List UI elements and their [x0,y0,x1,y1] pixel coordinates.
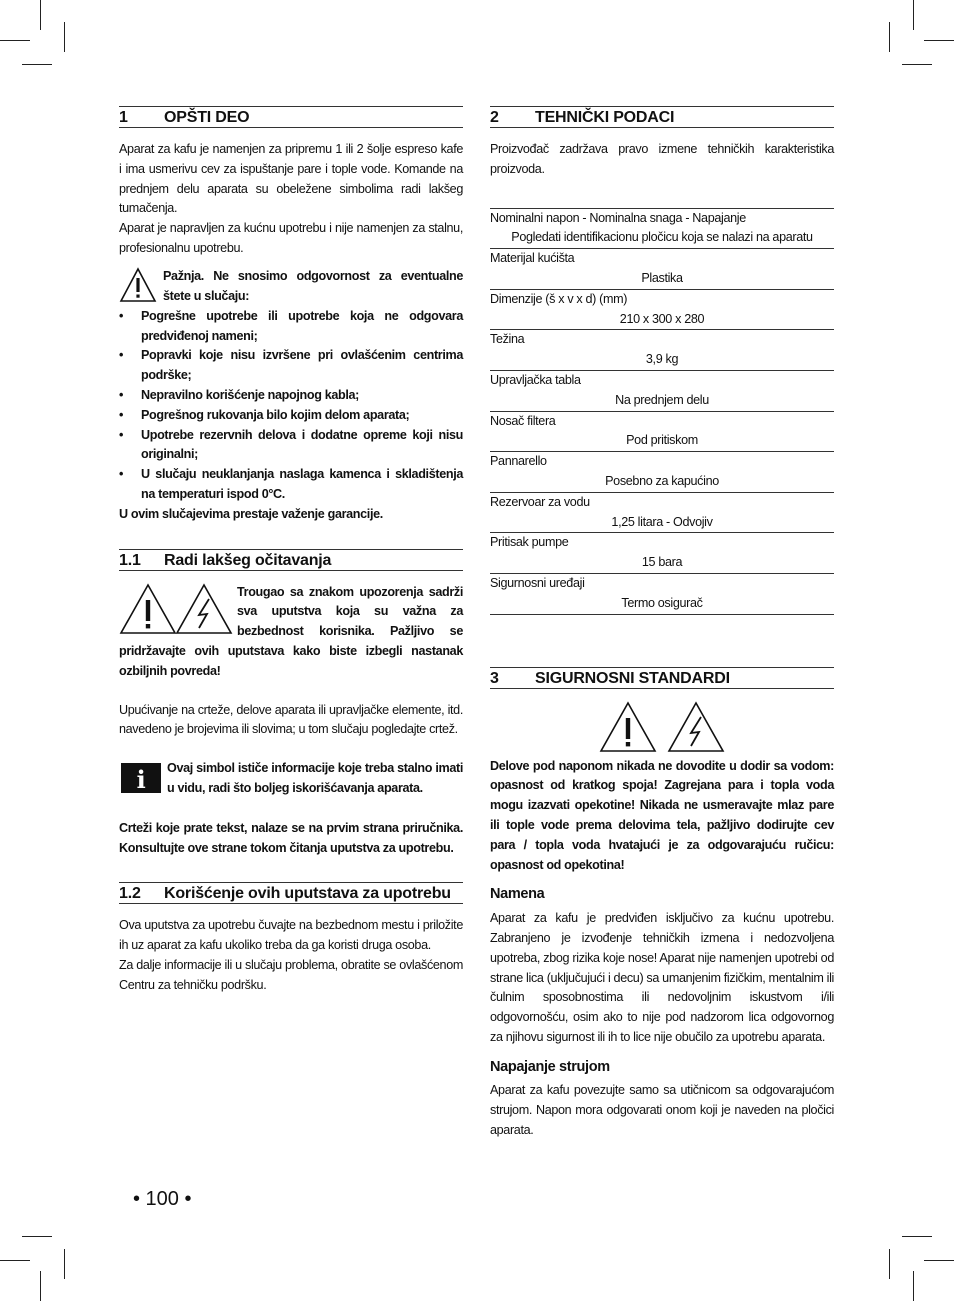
section-number: 3 [490,669,499,687]
crop-mark [889,1249,890,1279]
spec-value: 15 bara [641,555,683,570]
section-title: Radi lakšeg očitavanja [164,551,332,569]
crop-mark [64,1249,65,1279]
section-1-intro-2: Aparat je napravljen za kućnu upotrebu i nije namenjen za stalnu, profesionalnu upotrebu. [119,221,463,255]
table-row [490,452,834,493]
spec-label: Materijal kućišta [490,251,575,266]
crop-mark [889,22,890,52]
section-1-heading [119,106,463,128]
reference-text: Upućivanje na crteže, delove aparata ili upravljačke elemente, itd. navedeno je brojevima ili slovima; u tom slučaju pogledajte crtež. [119,702,463,737]
list-item: • Pogrešnog rukovanja bilo kojim delom aparata; [119,406,463,426]
spec-label: Sigurnosni uređaji [490,575,585,590]
table-row [490,533,834,574]
spec-label: Nominalni napon - Nominalna snaga - Napajanje [490,210,746,225]
section-3-heading [490,667,834,689]
warning-triangle-icon [599,701,657,753]
spec-value: Termo osigurač [621,595,703,610]
list-item: • Nepravilno korišćenje napojnog kabla; [119,386,463,406]
table-row [490,330,834,371]
section-number: 2 [490,109,499,126]
section-1-2-heading [119,882,463,904]
section-2-intro: Proizvođač zadržava pravo izmene tehničkih karakteristika proizvoda. [490,142,834,176]
section-1-1-heading [119,549,463,571]
crop-mark [40,1271,41,1301]
warning-list [119,307,463,505]
spec-label: Pritisak pumpe [490,535,569,550]
danger-text: Delove pod naponom nikada ne dovodite u dodir sa vodom: opasnost od kratkog spoja! Zagrejana para i topla voda mogu izazvati opekotine! Nikada ne usmeravajte mlaz pare ili tople vode prema delovima tela, pažljivo dodirujte cev para / topla voda hvatajući je za odgovarajuću ručicu: opasnost od opekotina! [490,758,834,872]
info-explanation [119,759,463,799]
crop-mark [924,40,954,41]
triangle-explanation [119,583,463,682]
crop-mark [902,64,932,65]
section-title: Korišćenje ovih uputstava za upotrebu [164,885,451,903]
crop-mark [924,1260,954,1261]
spec-value: Na prednjem delu [615,392,709,407]
list-item: • Pogrešne upotrebe ili upotrebe koja ne odgovara predviđenoj nameni; [119,307,463,347]
spec-value: Posebno za kapućino [605,473,719,488]
section-title: TEHNIČKI PODACI [535,109,675,126]
crop-mark [913,1271,914,1301]
electric-hazard-icon [667,701,725,753]
section-1-intro: Aparat za kafu je namenjen za pripremu 1 ili 2 šolje espreso kafe i ima usmerivu cev za ispuštanje pare i tople vode. Komande na prednjem delu aparata su obeležene simbolima radi lakšeg tumačenja. [119,142,463,216]
spec-value: 210 x 300 x 280 [619,311,705,326]
table-row [490,209,834,250]
spec-label: Dimenzije (š x v x d) (mm) [490,291,628,306]
table-row [490,249,834,290]
list-item: • U slučaju neuklanjanja naslaga kamenca i skladištenja na temperaturi ispod 0°C. [119,465,463,505]
crop-mark [40,0,41,30]
warning-head: Pažnja. Ne snosimo odgovornost za eventualne štete u slučaju: [163,268,463,303]
table-row [490,412,834,453]
spec-label: Pannarello [490,454,547,469]
table-row [490,493,834,534]
svg-text:i: i [136,765,146,794]
table-row [490,371,834,412]
spec-value: Pogledati identifikacionu pločicu koja se nalazi na aparatu [511,230,813,245]
spec-value: 3,9 kg [645,352,679,367]
section-1-2-text-2: Za dalje informacije ili u slučaju problema, obratite se ovlašćenom Centru za tehničku podršku. [119,957,463,992]
drawings-text: Crteži koje prate tekst, nalaze se na prvim strana priručnika. Konsultujte ove strane tokom čitanja uputstva za upotrebu. [119,820,463,855]
spec-label: Rezervoar za vodu [490,494,590,509]
spec-value: 1,25 litara - Odvojiv [611,514,713,529]
liability-warning [119,267,463,307]
spec-value: Pod pritiskom [626,433,698,448]
info-icon [119,759,163,800]
symbol-pair [490,701,834,753]
napajanje-heading: Napajanje strujom [490,1058,610,1075]
crop-mark [22,1236,52,1237]
namena-text: Aparat za kafu je predviđen isključivo za kućnu upotrebu. Zabranjeno je izvođenje tehničkih izmena i nedozvoljena upotreba, zbog rizika koje nose! Aparat nije namenjen upotrebi od strane lica (uključujući i decu) sa umanjenim fizičkim, mentalnim ili čulnim sposobnostima ili nedovoljnim iskustvom i/ili odgovornošću, osim ako to nije pod nadzorom lica odgovornog za njihovu sigurnost ili ih to lice nije obučilo za upotrebu aparata. [490,911,834,1044]
list-item: • Upotrebe rezervnih delova i dodatne opreme koji nisu originalni; [119,426,463,466]
namena-heading: Namena [490,886,545,903]
section-title: SIGURNOSNI STANDARDI [535,669,730,687]
spec-label: Težina [490,332,525,347]
crop-mark [902,1236,932,1237]
crop-mark [0,40,30,41]
warning-triangle-icon [119,267,163,307]
list-item: • Popravki koje nisu izvršene pri ovlašćenim centrima podrške; [119,346,463,386]
right-column [490,106,834,1141]
page-number: • 100 • [133,1188,192,1210]
warning-foot: U ovim slučajevima prestaje važenje garancije. [119,506,383,521]
info-text: Ovaj simbol ističe informacije koje treba stalno imati u vidu, radi što boljeg iskorišćavanja aparata. [167,761,463,795]
spec-label: Upravljačka tabla [490,372,581,387]
section-2-heading [490,106,834,128]
section-number: 1.2 [119,885,141,903]
crop-mark [913,0,914,30]
warning-triangle-icon [119,583,233,635]
crop-mark [64,22,65,52]
section-number: 1.1 [119,551,141,569]
section-1-2-text: Ova uputstva za upotrebu čuvajte na bezbednom mestu i priložite ih uz aparat za kafu ukoliko treba da ga koristi druga osoba. [119,918,463,953]
section-number: 1 [119,109,128,126]
symbol-pair [119,583,233,642]
spec-table [490,208,834,615]
spec-label: Nosač filtera [490,413,556,428]
crop-mark [22,64,52,65]
triangle-text: Trougao sa znakom upozorenja sadrži sva uputstva koja su važna za bezbednost korisnika. Pažljivo se pridržavajte ovih uputstava kako biste izbegli nastanak ozbiljnih povreda! [119,584,463,678]
crop-mark [0,1260,30,1261]
left-column [119,106,463,996]
napajanje-text: Aparat za kafu povezujte samo sa utičnicom sa odgovarajućom strujom. Napon mora odgovarati onom koji je naveden na pločici aparata. [490,1083,834,1138]
table-row [490,290,834,331]
section-title: OPŠTI DEO [164,109,250,126]
spec-value: Plastika [641,270,683,285]
table-row [490,574,834,615]
